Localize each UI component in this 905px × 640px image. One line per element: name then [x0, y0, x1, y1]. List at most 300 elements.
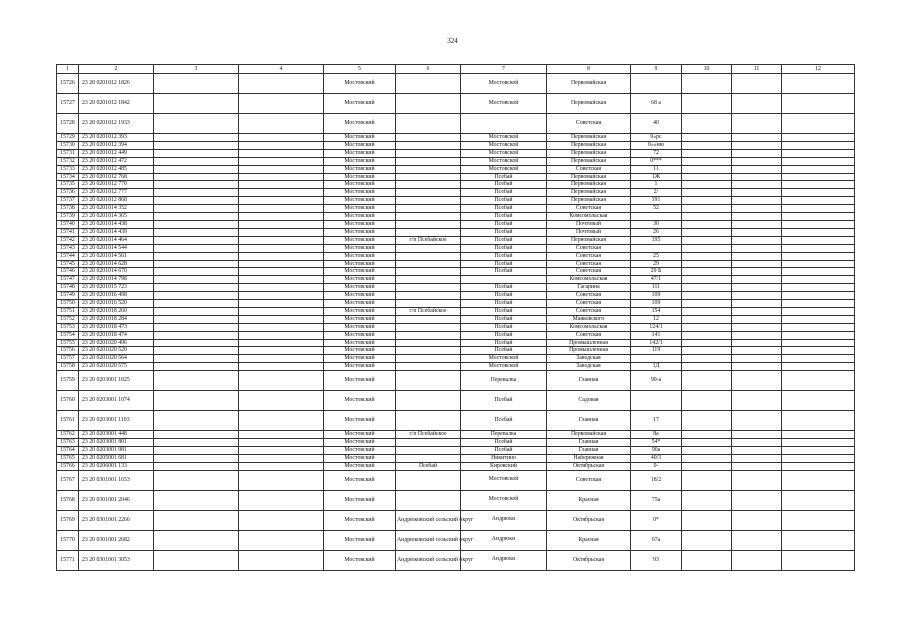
cell-col-11: [732, 74, 782, 94]
cell-col-8: Красная: [547, 490, 631, 510]
cell-col-3: [154, 74, 239, 94]
cell-col-11: [732, 307, 782, 315]
cell-col-2: 23 20 0203001 1025: [79, 371, 154, 391]
cell-col-9: 11: [631, 165, 682, 173]
cell-col-4: [239, 276, 324, 284]
cell-col-6: [396, 189, 461, 197]
cell-col-2: 23 20 0301001 1653: [79, 470, 154, 490]
cell-col-9: 1: [631, 181, 682, 189]
cell-col-6: [396, 205, 461, 213]
table-row: [57, 462, 855, 470]
cell-col-8: Первомайская: [547, 149, 631, 157]
cell-col-9: 0*: [631, 510, 682, 530]
cell-col-11: [732, 165, 782, 173]
cell-col-2: 23 20 0203001 801: [79, 439, 154, 447]
cell-col-1: 15765: [57, 454, 79, 462]
cell-col-5: Мостовский: [324, 355, 396, 363]
cell-col-1: 15746: [57, 268, 79, 276]
cell-col-6: Псебай: [396, 462, 461, 470]
cell-col-4: [239, 260, 324, 268]
table-row: [57, 391, 855, 411]
cell-col-7: Мостовской: [461, 490, 547, 510]
cell-col-2: 23 20 0201016 498: [79, 292, 154, 300]
cell-col-6: г/п Псебайское: [396, 307, 461, 315]
cell-col-1: 15741: [57, 228, 79, 236]
cell-col-10: [682, 141, 732, 149]
cell-col-11: [732, 213, 782, 221]
cell-col-6: [396, 94, 461, 114]
cell-col-1: 15738: [57, 205, 79, 213]
cell-col-5: Мостовский: [324, 550, 396, 570]
cell-col-2: 23 20 0201014 438: [79, 220, 154, 228]
cell-col-11: [732, 331, 782, 339]
cell-col-1: 15750: [57, 300, 79, 308]
cell-col-11: [732, 220, 782, 228]
cell-col-5: Мостовский: [324, 149, 396, 157]
cell-col-5: Мостовский: [324, 371, 396, 391]
cell-col-12: [782, 315, 855, 323]
cell-col-11: [732, 391, 782, 411]
cell-col-8: Советская: [547, 260, 631, 268]
cell-col-11: [732, 355, 782, 363]
cell-col-9: 93: [631, 550, 682, 570]
cell-col-11: [732, 300, 782, 308]
cell-col-7: Андрюки: [461, 530, 547, 550]
cell-col-12: [782, 173, 855, 181]
cell-col-4: [239, 157, 324, 165]
cell-col-5: Мостовский: [324, 205, 396, 213]
cell-col-9: 40: [631, 114, 682, 134]
cell-col-1: 15754: [57, 331, 79, 339]
table-row: [57, 439, 855, 447]
cell-col-6: [396, 339, 461, 347]
cell-col-5: Мостовский: [324, 181, 396, 189]
cell-col-5: Мостовский: [324, 454, 396, 462]
cell-col-11: [732, 252, 782, 260]
cell-col-9: 29: [631, 260, 682, 268]
cell-col-11: [732, 149, 782, 157]
cell-col-9: 142/1: [631, 339, 682, 347]
cell-col-12: [782, 141, 855, 149]
cell-col-12: [782, 331, 855, 339]
cell-col-7: Псебай: [461, 213, 547, 221]
cell-col-10: [682, 149, 732, 157]
cell-col-8: Промышленная: [547, 339, 631, 347]
cell-col-3: [154, 391, 239, 411]
cell-col-4: [239, 228, 324, 236]
cell-col-3: [154, 244, 239, 252]
cell-col-4: [239, 149, 324, 157]
cell-col-2: 23 20 0201018 473: [79, 323, 154, 331]
table-row: [57, 510, 855, 530]
table-row: [57, 355, 855, 363]
cell-col-10: [682, 391, 732, 411]
cell-col-4: [239, 470, 324, 490]
cell-col-11: [732, 439, 782, 447]
cell-col-4: [239, 292, 324, 300]
cell-col-7: Псебай: [461, 347, 547, 355]
cell-col-6: [396, 331, 461, 339]
cell-col-10: [682, 252, 732, 260]
cell-col-5: Мостовский: [324, 339, 396, 347]
cell-col-6: [396, 74, 461, 94]
cell-col-12: [782, 228, 855, 236]
cell-col-4: [239, 205, 324, 213]
cell-col-5: Мостовский: [324, 411, 396, 431]
cell-col-5: Мостовский: [324, 276, 396, 284]
cell-col-8: Набережная: [547, 454, 631, 462]
cell-col-4: [239, 431, 324, 439]
cell-col-3: [154, 355, 239, 363]
cell-col-12: [782, 157, 855, 165]
cell-col-7: Мостовской: [461, 94, 547, 114]
cell-col-1: 15734: [57, 173, 79, 181]
cell-col-7: Псебай: [461, 205, 547, 213]
cell-col-9: [631, 355, 682, 363]
cell-col-11: [732, 173, 782, 181]
cell-col-8: Первомайская: [547, 141, 631, 149]
cell-col-6: [396, 439, 461, 447]
cell-col-6: [396, 470, 461, 490]
cell-col-10: [682, 157, 732, 165]
cell-col-6: [396, 260, 461, 268]
cell-col-8: Октябрьская: [547, 462, 631, 470]
cell-col-6: [396, 347, 461, 355]
cell-col-11: [732, 244, 782, 252]
cell-col-12: [782, 181, 855, 189]
cell-col-7: Псебай: [461, 189, 547, 197]
cell-col-3: [154, 268, 239, 276]
cell-col-9: 0***: [631, 157, 682, 165]
cell-col-1: 15748: [57, 284, 79, 292]
cell-col-8: Советская: [547, 252, 631, 260]
cell-col-5: Мостовский: [324, 510, 396, 530]
cell-col-3: [154, 510, 239, 530]
cell-col-3: [154, 134, 239, 142]
cell-col-10: [682, 315, 732, 323]
cell-col-3: [154, 236, 239, 244]
table-row: [57, 134, 855, 142]
cell-col-9: 47/1: [631, 276, 682, 284]
table-row: [57, 411, 855, 431]
cell-col-10: [682, 550, 732, 570]
cell-col-8: Промышленная: [547, 347, 631, 355]
cell-col-5: Мостовский: [324, 244, 396, 252]
cell-col-3: [154, 141, 239, 149]
cell-col-5: Мостовский: [324, 391, 396, 411]
table-row: [57, 268, 855, 276]
cell-col-6: Андрюковский сельский округ: [396, 530, 461, 550]
cell-col-10: [682, 355, 732, 363]
cell-col-3: [154, 530, 239, 550]
cell-col-5: Мостовский: [324, 284, 396, 292]
cell-col-2: 23 20 0205001 681: [79, 454, 154, 462]
cell-col-5: Мостовский: [324, 173, 396, 181]
cell-col-12: [782, 300, 855, 308]
cell-col-2: 23 20 0201012 770: [79, 181, 154, 189]
table-row: [57, 197, 855, 205]
cell-col-3: [154, 94, 239, 114]
header-row: [57, 65, 855, 74]
cell-col-7: Псебай: [461, 323, 547, 331]
cell-col-1: 15737: [57, 197, 79, 205]
cell-col-12: [782, 284, 855, 292]
cell-col-11: [732, 454, 782, 462]
cell-col-9: 124/1: [631, 323, 682, 331]
cell-col-1: 15761: [57, 411, 79, 431]
cell-col-9: 109: [631, 300, 682, 308]
cell-col-8: Главная: [547, 439, 631, 447]
cell-col-8: Первомайская: [547, 134, 631, 142]
cell-col-6: [396, 268, 461, 276]
cell-col-6: [396, 228, 461, 236]
cell-col-11: [732, 276, 782, 284]
cell-col-7: Псебай: [461, 260, 547, 268]
cell-col-12: [782, 189, 855, 197]
cell-col-10: [682, 284, 732, 292]
cell-col-11: [732, 205, 782, 213]
cell-col-7: Псебай: [461, 307, 547, 315]
cell-col-1: 15757: [57, 355, 79, 363]
cell-col-11: [732, 371, 782, 391]
cell-col-9: 75а: [631, 490, 682, 510]
cell-col-2: 23 20 0201012 485: [79, 165, 154, 173]
cell-col-1: 15770: [57, 530, 79, 550]
cell-col-5: Мостовский: [324, 114, 396, 134]
cell-col-9: [631, 244, 682, 252]
cell-col-7: Андрюки: [461, 550, 547, 570]
cell-col-1: 15771: [57, 550, 79, 570]
cell-col-9: 195: [631, 236, 682, 244]
cell-col-11: [732, 189, 782, 197]
cell-col-5: Мостовский: [324, 530, 396, 550]
cell-col-7: Псебай: [461, 228, 547, 236]
cell-col-8: Октябрьская: [547, 510, 631, 530]
cell-col-2: 23 20 0206001 133: [79, 462, 154, 470]
cell-col-7: Мостовской: [461, 149, 547, 157]
cell-col-6: г/п Псебайское: [396, 431, 461, 439]
cell-col-5: Мостовский: [324, 157, 396, 165]
cell-col-6: г/п Псебайское: [396, 236, 461, 244]
cell-col-9: 1Ж: [631, 173, 682, 181]
cell-col-5: Мостовский: [324, 292, 396, 300]
cell-col-10: [682, 189, 732, 197]
cell-col-8: Красная: [547, 530, 631, 550]
cell-col-3: [154, 284, 239, 292]
cell-col-1: 15759: [57, 371, 79, 391]
cell-col-5: Мостовский: [324, 197, 396, 205]
cell-col-8: Октябрьская: [547, 550, 631, 570]
cell-col-4: [239, 323, 324, 331]
cell-col-6: [396, 213, 461, 221]
cell-col-6: [396, 165, 461, 173]
cell-col-4: [239, 355, 324, 363]
cell-col-8: Главная: [547, 411, 631, 431]
cell-col-1: 15758: [57, 363, 79, 371]
cell-col-4: [239, 165, 324, 173]
cell-col-3: [154, 470, 239, 490]
cell-col-3: [154, 149, 239, 157]
cell-col-3: [154, 371, 239, 391]
cell-col-8: Гагарина: [547, 284, 631, 292]
cell-col-10: [682, 173, 732, 181]
cell-col-4: [239, 307, 324, 315]
cell-col-6: [396, 149, 461, 157]
cell-col-9: 12: [631, 315, 682, 323]
cell-col-4: [239, 339, 324, 347]
cell-col-1: 15731: [57, 149, 79, 157]
cell-col-7: Мостовской: [461, 355, 547, 363]
cell-col-10: [682, 260, 732, 268]
cell-col-2: 23 20 0201020 520: [79, 347, 154, 355]
cell-col-12: [782, 347, 855, 355]
cell-col-7: Псебай: [461, 391, 547, 411]
cell-col-8: Комсомольская: [547, 213, 631, 221]
table-row: [57, 173, 855, 181]
cell-col-3: [154, 157, 239, 165]
table-body: [57, 74, 855, 571]
cell-col-9: 8а: [631, 431, 682, 439]
cell-col-5: Мостовский: [324, 268, 396, 276]
cell-col-11: [732, 260, 782, 268]
cell-col-9: [631, 74, 682, 94]
cell-col-4: [239, 268, 324, 276]
cell-col-10: [682, 220, 732, 228]
cell-col-6: [396, 292, 461, 300]
table-row: [57, 339, 855, 347]
cell-col-10: [682, 213, 732, 221]
table-row: [57, 454, 855, 462]
cell-col-8: Советская: [547, 165, 631, 173]
cell-col-3: [154, 197, 239, 205]
cell-col-8: Маяковского: [547, 315, 631, 323]
cell-col-2: 23 20 0201014 352: [79, 205, 154, 213]
cell-col-9: 29 Б: [631, 268, 682, 276]
cell-col-9: 2/: [631, 189, 682, 197]
cell-col-5: Мостовский: [324, 220, 396, 228]
cell-col-5: Мостовский: [324, 228, 396, 236]
cell-col-4: [239, 371, 324, 391]
cell-col-7: Мостовской: [461, 134, 547, 142]
cell-col-3: [154, 307, 239, 315]
cell-col-4: [239, 220, 324, 228]
table-row: [57, 252, 855, 260]
cell-col-3: [154, 347, 239, 355]
cell-col-12: [782, 244, 855, 252]
cell-col-4: [239, 347, 324, 355]
cell-col-1: 15728: [57, 114, 79, 134]
cell-col-8: Советская: [547, 268, 631, 276]
table-row: [57, 347, 855, 355]
cell-col-8: Почтовый: [547, 228, 631, 236]
cell-col-12: [782, 530, 855, 550]
cell-col-10: [682, 470, 732, 490]
cell-col-7: Никитино: [461, 454, 547, 462]
cell-col-2: 23 20 0201012 777: [79, 189, 154, 197]
cell-col-11: [732, 228, 782, 236]
cell-col-10: [682, 490, 732, 510]
table-row: [57, 431, 855, 439]
cell-col-12: [782, 165, 855, 173]
cell-col-2: 23 20 0201014 670: [79, 268, 154, 276]
cell-col-8: Советская: [547, 307, 631, 315]
column-header-9: 9: [631, 65, 682, 74]
cell-col-7: Псебай: [461, 244, 547, 252]
cell-col-1: 15745: [57, 260, 79, 268]
cell-col-10: [682, 244, 732, 252]
cell-col-10: [682, 363, 732, 371]
cell-col-6: [396, 447, 461, 455]
column-header-8: 8: [547, 65, 631, 74]
cell-col-9: 0»»ню: [631, 141, 682, 149]
cell-col-10: [682, 510, 732, 530]
cell-col-3: [154, 114, 239, 134]
cell-col-12: [782, 470, 855, 490]
cell-col-5: Мостовский: [324, 331, 396, 339]
cell-col-6: [396, 363, 461, 371]
cell-col-3: [154, 260, 239, 268]
cell-col-12: [782, 205, 855, 213]
column-header-12: 12: [782, 65, 855, 74]
page-number: 324: [447, 37, 458, 45]
cell-col-7: Псебай: [461, 252, 547, 260]
cell-col-11: [732, 292, 782, 300]
cell-col-10: [682, 74, 732, 94]
cell-col-3: [154, 363, 239, 371]
cell-col-12: [782, 197, 855, 205]
cell-col-1: 15767: [57, 470, 79, 490]
cell-col-8: Советская: [547, 205, 631, 213]
cell-col-2: 23 20 0201018 284: [79, 315, 154, 323]
cell-col-3: [154, 431, 239, 439]
table-row: [57, 157, 855, 165]
cell-col-8: Первомайская: [547, 74, 631, 94]
cell-col-7: Псебай: [461, 173, 547, 181]
cell-col-11: [732, 462, 782, 470]
cell-col-5: Мостовский: [324, 94, 396, 114]
cell-col-3: [154, 276, 239, 284]
cell-col-7: Псебай: [461, 292, 547, 300]
cell-col-12: [782, 307, 855, 315]
cell-col-1: 15768: [57, 490, 79, 510]
cell-col-12: [782, 490, 855, 510]
cell-col-4: [239, 284, 324, 292]
cell-col-5: Мостовский: [324, 252, 396, 260]
cell-col-7: Мостовской: [461, 157, 547, 165]
table-row: [57, 205, 855, 213]
cell-col-5: Мостовский: [324, 189, 396, 197]
cell-col-10: [682, 331, 732, 339]
cell-col-2: 23 20 0301001 2266: [79, 510, 154, 530]
cell-col-5: Мостовский: [324, 74, 396, 94]
column-header-5: 5: [324, 65, 396, 74]
cell-col-6: [396, 114, 461, 134]
cell-col-12: [782, 276, 855, 284]
cell-col-8: Первомайская: [547, 173, 631, 181]
cell-col-5: Мостовский: [324, 447, 396, 455]
cell-col-8: Заводская: [547, 363, 631, 371]
cell-col-1: 15756: [57, 347, 79, 355]
table-row: [57, 323, 855, 331]
table-row: [57, 94, 855, 114]
cell-col-12: [782, 411, 855, 431]
cell-col-6: [396, 181, 461, 189]
cell-col-1: 15769: [57, 510, 79, 530]
cell-col-4: [239, 181, 324, 189]
cell-col-3: [154, 181, 239, 189]
cell-col-12: [782, 550, 855, 570]
cell-col-12: [782, 339, 855, 347]
